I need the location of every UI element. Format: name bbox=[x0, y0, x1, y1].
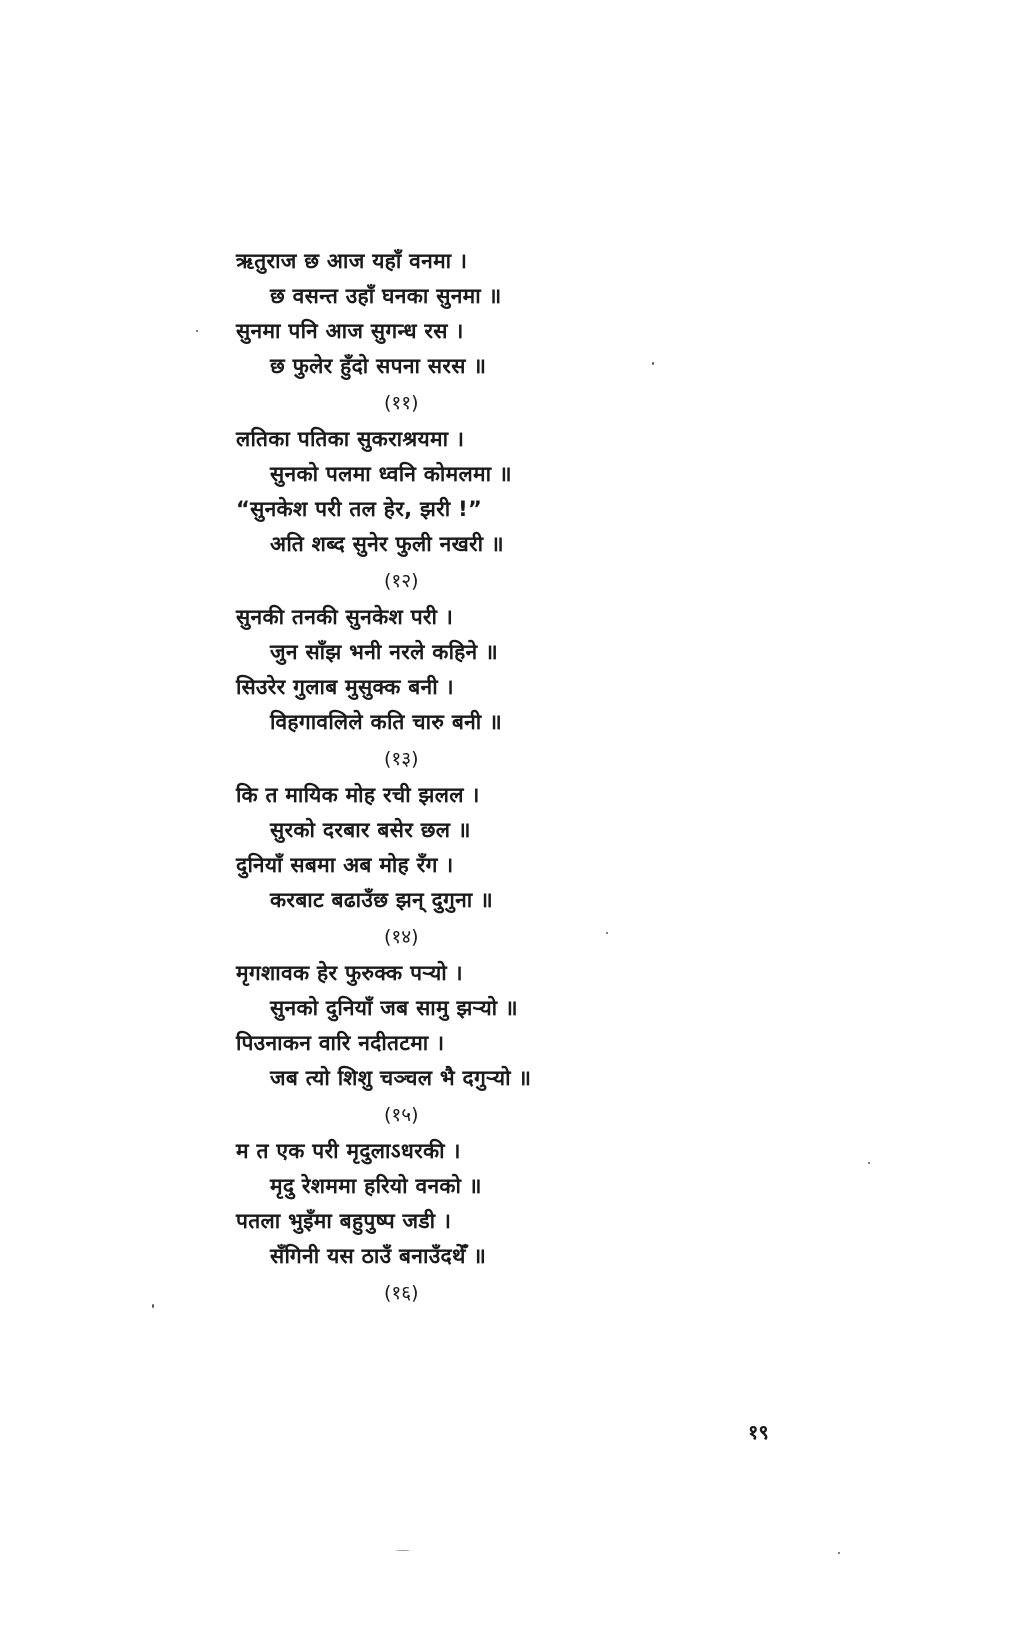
verse-line: सुनमा पनि आज सुगन्ध रस । bbox=[236, 319, 464, 343]
verse-line: सुनको पलमा ध्वनि कोमलमा ॥ bbox=[270, 462, 512, 486]
stanza bbox=[236, 1134, 596, 1312]
stanza bbox=[236, 244, 596, 422]
verse-number: (१५) bbox=[384, 1104, 419, 1126]
stanza bbox=[236, 778, 596, 956]
verse-line: लतिका पतिका सुकराश्रयमा । bbox=[236, 427, 465, 451]
verse-line: सिउरेर गुलाब मुसुक्क बनी । bbox=[236, 675, 454, 699]
verse-line: कि त मायिक मोह रची झलल । bbox=[236, 783, 480, 807]
verse-number: (१४) bbox=[384, 926, 419, 948]
verse-line: पतला भुइँमा बहुपुष्प जडी । bbox=[236, 1209, 452, 1233]
verse-line: सुनको दुनियाँ जब सामु झऱ्यो ॥ bbox=[270, 996, 518, 1020]
verse-line: करबाट बढाउँछ झन् दुगुना ॥ bbox=[270, 888, 494, 912]
stanza bbox=[236, 422, 596, 600]
verse-number: (१२) bbox=[384, 570, 419, 592]
scan-speck bbox=[196, 330, 198, 332]
scan-speck bbox=[606, 932, 608, 934]
verse-line: मृदु रेशममा हरियो वनको ॥ bbox=[270, 1174, 482, 1198]
verse-line: छ फुलेर हुँदो सपना सरस ॥ bbox=[270, 354, 487, 378]
verse-line: पिउनाकन वारि नदीतटमा । bbox=[236, 1031, 445, 1055]
verse-number: (१३) bbox=[384, 748, 419, 770]
verse-line: दुनियाँ सबमा अब मोह रँग । bbox=[236, 853, 454, 877]
stanza bbox=[236, 956, 596, 1134]
poem bbox=[236, 244, 596, 1312]
scan-speck bbox=[838, 1552, 840, 1554]
verse-line: अति शब्द सुनेर फुली नखरी ॥ bbox=[270, 532, 504, 556]
verse-line: म त एक परी मृदुलाऽधरकी । bbox=[236, 1139, 461, 1163]
verse-line: जब त्यो शिशु चञ्चल भै दगुऱ्यो ॥ bbox=[270, 1066, 532, 1090]
verse-line: सुरको दरबार बसेर छल ॥ bbox=[270, 818, 471, 842]
scan-speck bbox=[868, 1162, 870, 1164]
scan-speck bbox=[652, 362, 654, 365]
verse-number: (११) bbox=[384, 392, 419, 414]
verse-line: सुनकी तनकी सुनकेश परी । bbox=[236, 605, 454, 629]
verse-line: विहगावलिले कति चारु बनी ॥ bbox=[270, 710, 502, 734]
stanza bbox=[236, 600, 596, 778]
verse-line: मृगशावक हेर फुरुक्क पऱ्यो । bbox=[236, 961, 463, 985]
verse-line: ऋतुराज छ आज यहाँ वनमा । bbox=[236, 249, 468, 273]
verse-line: सँगिनी यस ठाउँ बनाउँदथेँ ॥ bbox=[270, 1244, 487, 1268]
scan-speck bbox=[396, 1550, 410, 1551]
verse-number: (१६) bbox=[384, 1282, 419, 1304]
verse-line: “सुनकेश परी तल हेर, झरी !” bbox=[236, 497, 483, 521]
verse-line: जुन साँझ भनी नरले कहिने ॥ bbox=[270, 640, 498, 664]
scan-speck bbox=[152, 1304, 154, 1308]
page-number: १९ bbox=[748, 1420, 769, 1444]
verse-line: छ वसन्त उहाँ घनका सुनमा ॥ bbox=[270, 284, 502, 308]
